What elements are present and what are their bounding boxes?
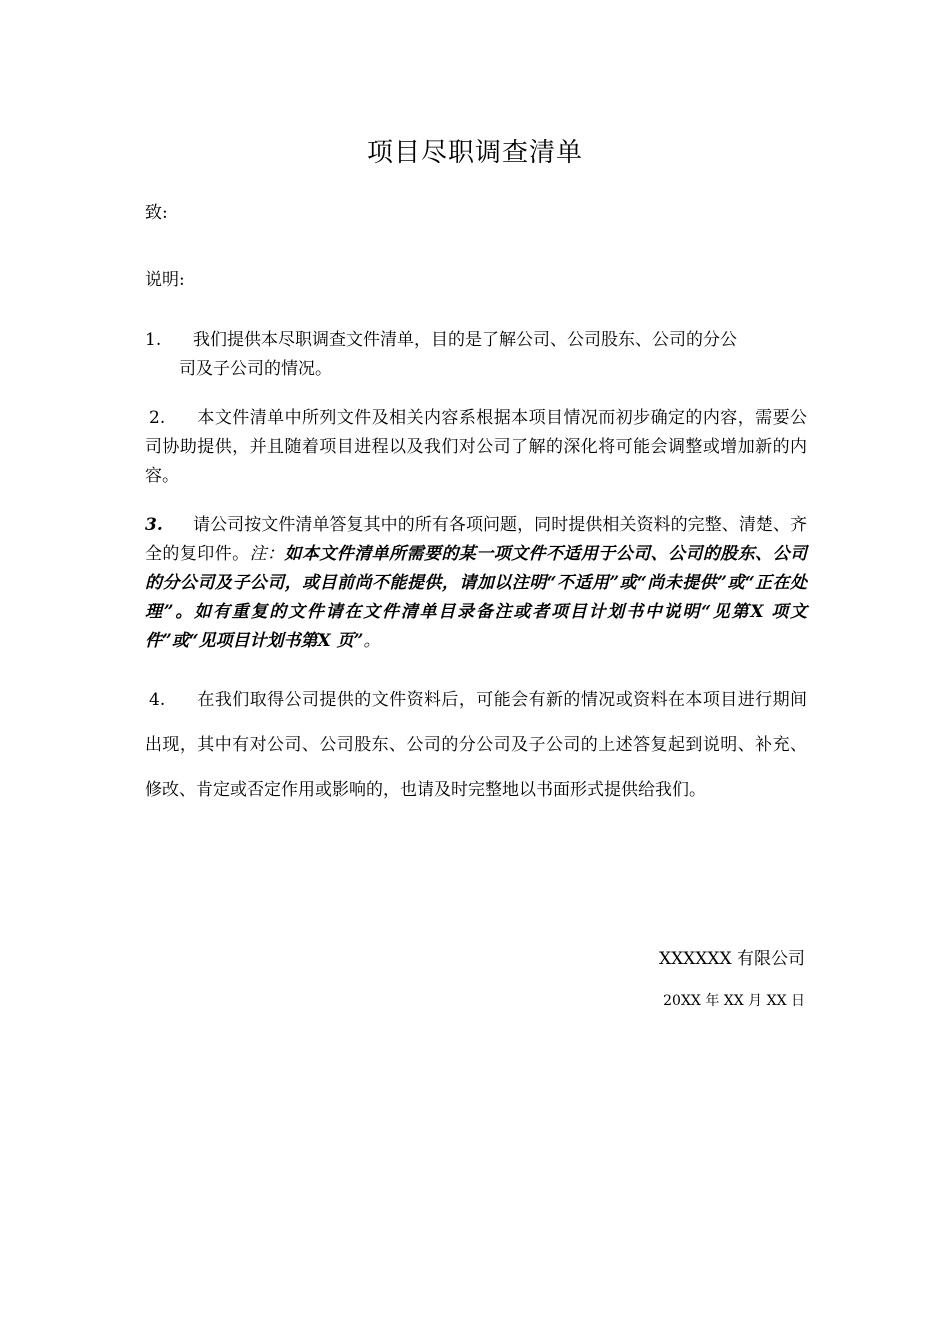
- item-text: 本文件清单中所列文件及相关内容系根据本项目情况而初步确定的内容，需要公司协助提供，并且随着项目进程以及我们对公司了解的深化将可能会调整或增加新的内容。: [145, 408, 807, 486]
- list-item-2: [145, 404, 807, 491]
- signature-date: 20XX 年 XX 月 XX 日: [663, 993, 805, 1009]
- list-item-4: [145, 678, 807, 813]
- note-end: 。: [363, 631, 381, 651]
- note-prefix: 注：: [249, 544, 285, 564]
- note-emphasis: 如本文件清单所需要的某一项文件不适用于公司、公司的股东、公司的分公司及子公司，或目前尚不能提供，请加以注明“不适用”或“尚未提供”或“正在处理”。如有重复的文件请在文件清单目录备注或者项目计划书中说明“见第X 项文件”或“见项目计划书第X 页”: [145, 544, 808, 651]
- item-text-line1: 我们提供本尽职调查文件清单，目的是了解公司、公司股东、公司的分公: [193, 330, 737, 350]
- company-signature: XXXXXX 有限公司: [658, 949, 805, 969]
- document-title: 项目尽职调查清单: [366, 138, 583, 168]
- list-item-3: [145, 511, 807, 656]
- item-number: 4.: [149, 690, 166, 710]
- item-text: 请公司按文件清单答复其中的所有各项问题，同时提供相关资料的完整、清楚、齐全的复印件。: [145, 515, 807, 564]
- list-item-1: [145, 326, 807, 384]
- addressee-label: 致:: [145, 203, 168, 223]
- item-number: 2.: [149, 408, 166, 428]
- explanation-label: 说明:: [145, 270, 185, 290]
- item-text-line2: 司及子公司的情况。: [179, 359, 332, 379]
- item-text: 在我们取得公司提供的文件资料后，可能会有新的情况或资料在本项目进行期间出现，其中有对公司、公司股东、公司的分公司及子公司的上述答复起到说明、补充、修改、肯定或否定作用或影响的，也请及时完整地以书面形式提供给我们。: [145, 690, 807, 800]
- item-number: 1.: [145, 330, 162, 350]
- item-number: 3.: [145, 515, 163, 535]
